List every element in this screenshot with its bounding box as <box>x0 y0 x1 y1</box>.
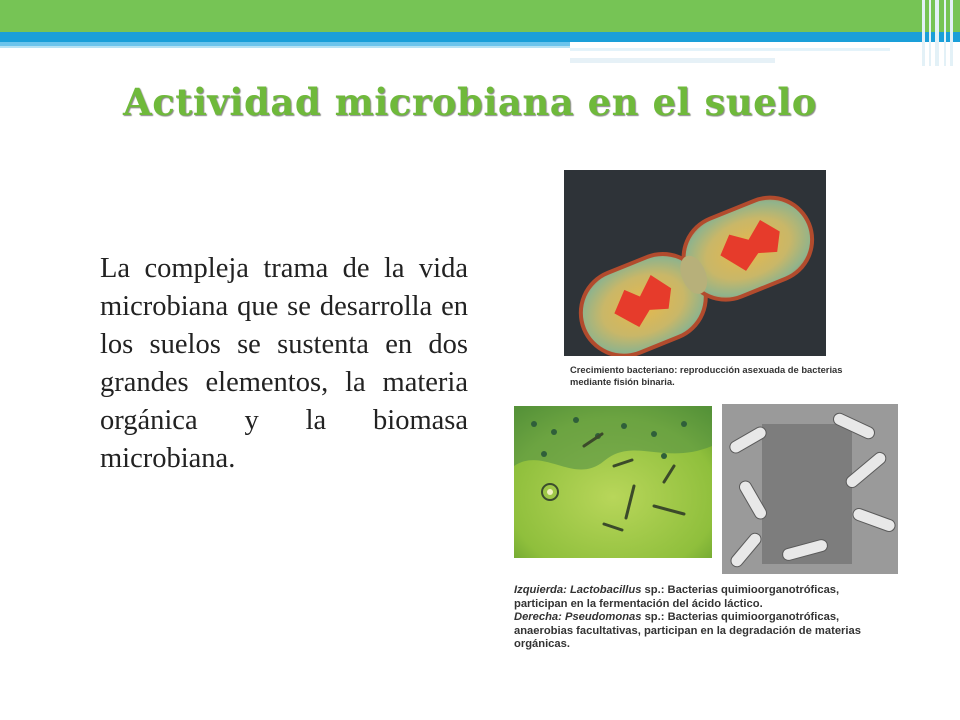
header-accent-line <box>570 48 890 51</box>
slide-body-text: La compleja trama de la vida microbiana que se desarrolla en los suelos se sustenta en dos grandes elementos, la materia orgánica y la biomasa microbiana. <box>100 253 468 474</box>
slide-title: Actividad microbiana en el suelo <box>123 80 817 124</box>
bacteria-fission-image <box>564 170 826 356</box>
pseudomonas-image <box>722 404 898 574</box>
header-vertical-bars <box>920 0 960 66</box>
header-accent-line-short <box>570 58 775 63</box>
microscopy-caption: Izquierda: Lactobacillus sp.: Bacterias quimioorganotróficas, participan en la fermentación del ácido láctico. Derecha: Pseudomonas sp.: Bacterias quimioorganotróficas, anaerobias facultativas, participan en la degradación de materias orgánicas. <box>514 584 861 650</box>
header-green-band <box>0 0 960 32</box>
header-thin-stripe <box>0 46 570 48</box>
header-blue-band <box>0 32 960 42</box>
lactobacillus-image <box>514 406 712 558</box>
bacteria-caption: Crecimiento bacteriano: reproducción asexuada de bacterias mediante fisión binaria. <box>570 364 843 387</box>
